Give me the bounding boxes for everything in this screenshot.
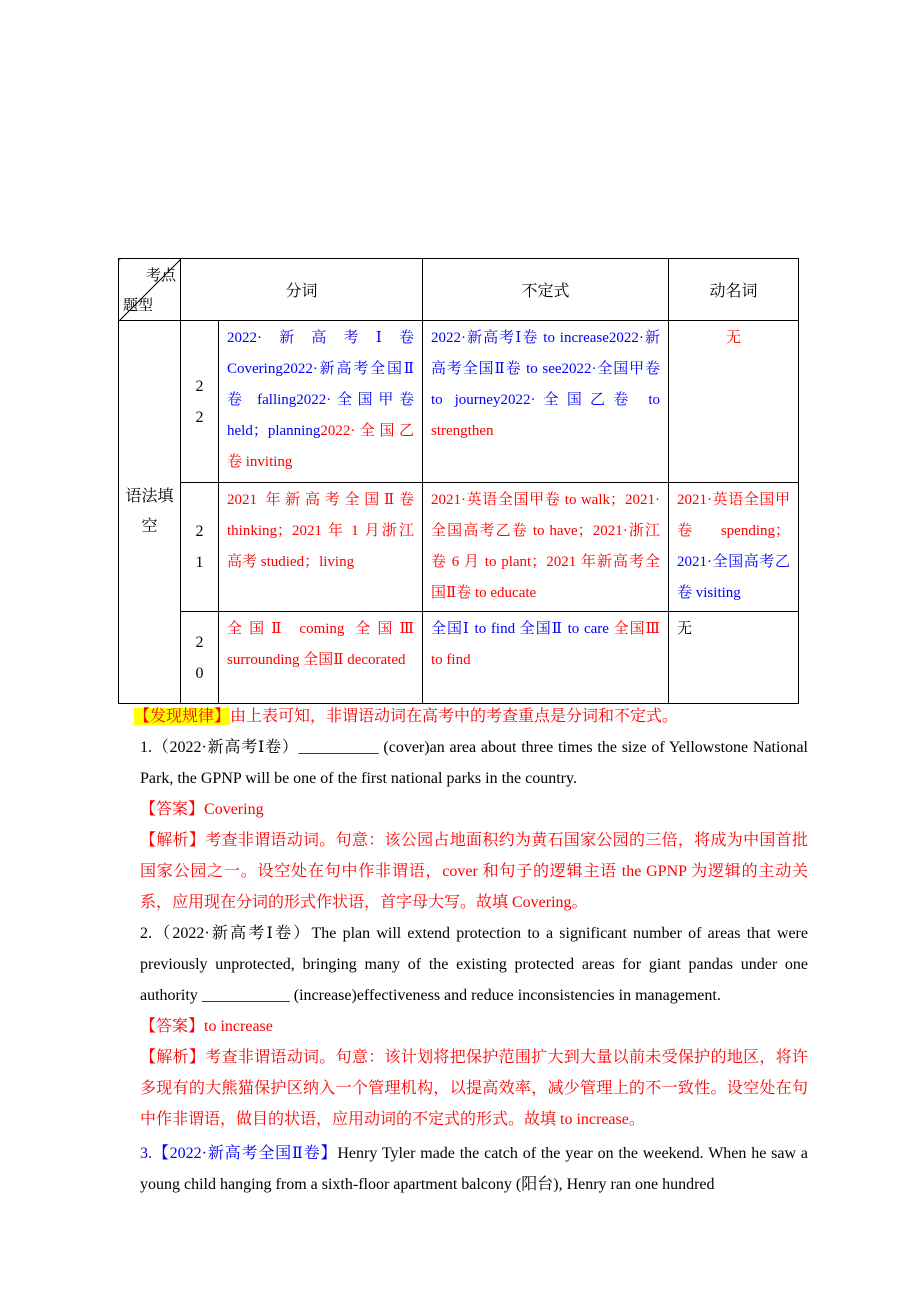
text-segment: 2021·英语全国甲卷 to walk；2021·全国高考乙卷 to have；2021·浙江卷 6 月 to plant；2021 年新高考全国Ⅱ卷 to educate xyxy=(431,492,661,601)
analysis-2 xyxy=(118,1042,808,1135)
question-3 xyxy=(118,1138,808,1200)
text-segment: 2021·英语全国甲卷 spending； xyxy=(677,492,791,539)
table-row-2022 xyxy=(119,321,799,483)
text-segment: 无 xyxy=(677,621,693,637)
table-row-2021 xyxy=(119,483,799,612)
text-segment: 由上表可知，非谓语动词在高考中的考查重点是分词和不定式。 xyxy=(230,708,679,725)
column-header-gerund: 动名词 xyxy=(669,259,799,321)
column-header-infinitive: 不定式 xyxy=(423,259,669,321)
cell-2020-infinitive xyxy=(423,612,669,704)
column-header-participle: 分词 xyxy=(181,259,423,321)
corner-header-cell xyxy=(119,259,181,321)
text-segment: 全国Ⅰ to find 全国Ⅱ to care xyxy=(431,621,614,637)
text-segment: 2021·全国高考乙卷 visiting xyxy=(677,554,791,601)
text-segment: 2022·新高考Ⅰ卷 to increase2022·新高考全国Ⅱ卷 to see2022·全国甲卷 to journey2022·全国乙卷 to xyxy=(431,330,661,408)
year-cell-21: 21 xyxy=(181,483,219,612)
text-segment: __________ (cover)an area about three times the size of Yellowstone National Park, the GPNP will be one of the first national parks in the country. xyxy=(140,739,808,787)
question-1 xyxy=(118,732,808,794)
text-segment: 全国Ⅲ to find xyxy=(431,621,661,668)
row-label-grammar-fill: 语法填空 xyxy=(119,321,181,704)
text-segment: strengthen xyxy=(431,423,494,439)
cell-2020-participle xyxy=(219,612,423,704)
rule-discovery-line xyxy=(118,701,808,732)
text-segment: 1.（2022·新高考Ⅰ卷） xyxy=(140,739,299,756)
document-body xyxy=(118,701,808,1200)
analysis-1 xyxy=(118,825,808,918)
text-segment: 【解析】 xyxy=(140,832,206,849)
text-segment: Covering xyxy=(204,801,264,818)
table-header-row xyxy=(119,259,799,321)
year-cell-22: 22 xyxy=(181,321,219,483)
text-segment: 【答案】 xyxy=(140,1018,205,1035)
cell-2022-participle xyxy=(219,321,423,483)
exam-summary-table-area xyxy=(118,258,799,704)
table-row-2020 xyxy=(119,612,799,704)
cell-2022-infinitive xyxy=(423,321,669,483)
text-segment: 考查非谓语动词。句意：该计划将把保护范围扩大到大量以前未受保护的地区，将许多现有的大熊猫保护区纳入一个管理机构，以提高效率，减少管理上的不一致性。设空处在句中作非谓语，做目的状语，应用动词的不定式的形式。故填 to increase。 xyxy=(140,1049,808,1128)
text-segment: 【发现规律】 xyxy=(134,708,231,725)
answer-2 xyxy=(118,1011,808,1042)
text-segment: The plan will extend protection to a significant number of areas that were previously unprotected, bringing many of the existing protected areas for giant pandas under one authority ___________ (increase)effectiveness and reduce inconsistencies in management. xyxy=(140,925,808,1004)
year-cell-20: 20 xyxy=(181,612,219,704)
text-segment: Henry Tyler made the catch of the year on the weekend. When he saw a young child hanging from a sixth-floor apartment balcony (阳台), Henry ran one hundred xyxy=(140,1145,808,1193)
corner-label-exam-point: 考点 xyxy=(145,268,176,284)
cell-2022-gerund xyxy=(669,321,799,483)
text-segment: 2021 年新高考全国Ⅱ卷 thinking；2021 年 1 月浙江高考 studied；living xyxy=(227,492,415,570)
corner-label-question-type: 题型 xyxy=(123,298,154,314)
question-2 xyxy=(118,918,808,1011)
cell-2021-participle xyxy=(219,483,423,612)
text-segment: 全国Ⅱ coming 全国Ⅲ surrounding 全国Ⅱ decorated xyxy=(227,621,415,668)
text-segment: 无 xyxy=(726,330,742,346)
exam-summary-table xyxy=(118,258,799,704)
text-segment: 2.（2022·新高考Ⅰ卷） xyxy=(140,925,312,942)
text-segment: to increase xyxy=(204,1018,273,1035)
cell-2021-gerund xyxy=(669,483,799,612)
text-segment: 2022·全国乙卷 inviting xyxy=(227,423,415,470)
cell-2021-infinitive xyxy=(423,483,669,612)
text-segment: 2022·新高考Ⅰ卷 Covering2022·新高考全国Ⅱ卷 falling2022·全国甲卷 held；planning xyxy=(227,330,415,439)
text-segment: 考查非谓语动词。句意：该公园占地面积约为黄石国家公园的三倍，将成为中国首批国家公园之一。设空处在句中作非谓语，cover 和句子的逻辑主语 the GPNP 为逻辑的主动关系，应用现在分词的形式作状语，首字母大写。故填 Covering。 xyxy=(140,832,808,911)
text-segment: 【答案】 xyxy=(140,801,205,818)
cell-2020-gerund xyxy=(669,612,799,704)
text-segment: 3.【2022·新高考全国Ⅱ卷】 xyxy=(140,1145,338,1162)
answer-1 xyxy=(118,794,808,825)
text-segment: 【解析】 xyxy=(140,1049,206,1066)
